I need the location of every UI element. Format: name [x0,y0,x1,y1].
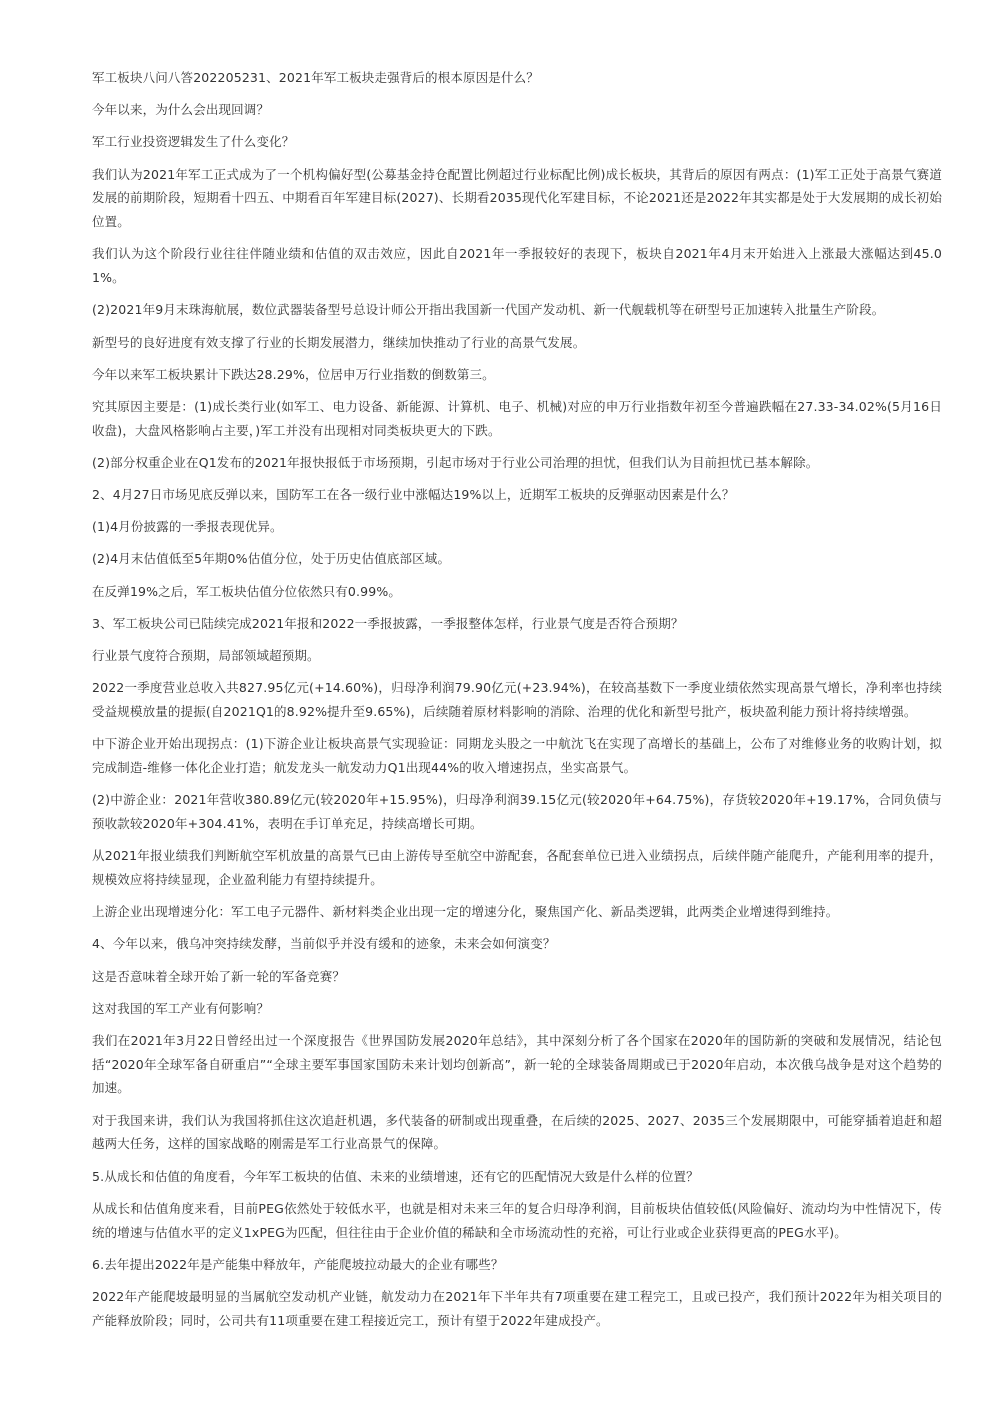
paragraph-question: 6.去年提出2022年是产能集中释放年，产能爬坡拉动最大的企业有哪些？ [92,1256,504,1272]
paragraph-question: 军工行业投资逻辑发生了什么变化？ [92,134,295,150]
paragraph-answer: 上游企业出现增速分化：军工电子元器件、新材料类企业出现一定的增速分化，聚焦国产化、新品类逻辑，此两类企业增速得到维持。 [92,904,839,920]
paragraph-question: 5.从成长和估值的角度看，今年军工板块的估值、未来的业绩增速，还有它的匹配情况大致是什么样的位置？ [92,1168,699,1184]
paragraph-answer: 新型号的良好进度有效支撑了行业的长期发展潜力，继续加快推动了行业的高景气发展。 [92,334,586,350]
paragraph-question: 这对我国的军工产业有何影响？ [92,1000,270,1016]
paragraph-answer: 我们在2021年3月22日曾经出过一个深度报告《世界国防发展2020年总结》，其中深刻分析了各个国家在2020年的国防新的突破和发展情况，结论包括“2020年全球军备自研重启”“全球主要军事国家国防未来计划均创新高”，新一轮的全球装备周期或已于2020年启动，本次俄乌战争是对这个趋势的加速。 [92,1032,942,1096]
paragraph-answer: 今年以来军工板块累计下跌达28.29%，位居申万行业指数的倒数第三。 [92,366,495,382]
paragraph-question: 这是否意味着全球开始了新一轮的军备竞赛？ [92,968,346,984]
paragraph-answer: 行业景气度符合预期，局部领域超预期。 [92,648,320,663]
paragraph-answer: 在反弹19%之后，军工板块估值分位依然只有0.99%。 [92,583,402,599]
paragraph-answer: 中下游企业开始出现拐点：(1)下游企业让板块高景气实现验证：同期龙头股之一中航沈飞在实现了高增长的基础上，公布了对维修业务的收购计划，拟完成制造-维修一体化企业打造；航发龙头一航发动力Q1出现44%的收入增速拐点，坐实高景气。 [92,736,942,775]
paragraph-answer: 2022一季度营业总收入共827.95亿元(+14.60%)，归母净利润79.90亿元(+23.94%)，在较高基数下一季度业绩依然实现高景气增长，净利率也持续受益规模放量的提振(自2021Q1的8.92%提升至9.65%)，后续随着原材料影响的消除、治理的优化和新型号批产，板块盈利能力预计将持续增强。 [92,680,942,719]
paragraph-answer: 2022年产能爬坡最明显的当属航空发动机产业链，航发动力在2021年下半年共有7项重要在建工程完工，且或已投产，我们预计2022年为相关项目的产能释放阶段；同时，公司共有11项重要在建工程接近完工，预计有望于2022年建成投产。 [92,1289,942,1328]
paragraph-question: 4、今年以来，俄乌冲突持续发酵，当前似乎并没有缓和的迹象，未来会如何演变？ [92,936,556,952]
paragraph-question: 今年以来，为什么会出现回调？ [92,102,270,118]
paragraph-answer: (1)4月份披露的一季报表现优异。 [92,519,283,535]
document-body [92,66,942,1341]
paragraph-title: 军工板块八问八答202205231、2021年军工板块走强背后的根本原因是什么？ [92,70,539,85]
paragraph-answer: (2)4月末估值低至5年期0%估值分位，处于历史估值底部区域。 [92,551,451,567]
paragraph-answer: (2)中游企业：2021年营收380.89亿元(较2020年+15.95%)，归母净利润39.15亿元(较2020年+64.75%)，存货较2020年+19.17%，合同负债与预收款较2020年+304.41%，表明在手订单充足，持续高增长可期。 [92,792,942,831]
paragraph-question: 3、军工板块公司已陆续完成2021年报和2022一季报披露，一季报整体怎样，行业景气度是否符合预期？ [92,615,684,631]
paragraph-answer: (2)部分权重企业在Q1发布的2021年报快报低于市场预期，引起市场对于行业公司治理的担忧，但我们认为目前担忧已基本解除。 [92,454,819,470]
paragraph-answer: 我们认为2021年军工正式成为了一个机构偏好型(公募基金持仓配置比例超过行业标配比例)成长板块，其背后的原因有两点：(1)军工正处于高景气赛道发展的前期阶段，短期看十四五、中期看百年军建目标(2027)、长期看2035现代化军建目标，不论2021还是2022年其实都是处于大发展期的成长初始位置。 [92,166,942,230]
paragraph-answer: 从2021年报业绩我们判断航空军机放量的高景气已由上游传导至航空中游配套，各配套单位已进入业绩拐点，后续伴随产能爬升，产能利用率的提升，规模效应将持续显现，企业盈利能力有望持续提升。 [92,848,942,887]
paragraph-answer: 我们认为这个阶段行业往往伴随业绩和估值的双击效应，因此自2021年一季报较好的表现下，板块自2021年4月末开始进入上涨最大涨幅达到45.01%。 [92,246,942,286]
paragraph-answer: 从成长和估值角度来看，目前PEG依然处于较低水平，也就是相对未来三年的复合归母净利润，目前板块估值较低(风险偏好、流动均为中性情况下，传统的增速与估值水平的定义1xPEG为匹配，但往往由于企业价值的稀缺和全市场流动性的充裕，可让行业或企业获得更高的PEG水平)。 [92,1200,942,1240]
paragraph-question: 2、4月27日市场见底反弹以来，国防军工在各一级行业中涨幅达19%以上，近期军工板块的反弹驱动因素是什么？ [92,487,735,503]
paragraph-answer: (2)2021年9月末珠海航展，数位武器装备型号总设计师公开指出我国新一代国产发动机、新一代舰载机等在研型号正加速转入批量生产阶段。 [92,302,885,318]
paragraph-answer: 究其原因主要是：(1)成长类行业(如军工、电力设备、新能源、计算机、电子、机械)对应的申万行业指数年初至今普遍跌幅在27.33-34.02%(5月16日收盘)，大盘风格影响占主要，)军工并没有出现相对同类板块更大的下跌。 [92,398,942,438]
paragraph-answer: 对于我国来讲，我们认为我国将抓住这次追赶机遇，多代装备的研制或出现重叠，在后续的2025、2027、2035三个发展期限中，可能穿插着追赶和超越两大任务，这样的国家战略的刚需是军工行业高景气的保障。 [92,1112,942,1152]
